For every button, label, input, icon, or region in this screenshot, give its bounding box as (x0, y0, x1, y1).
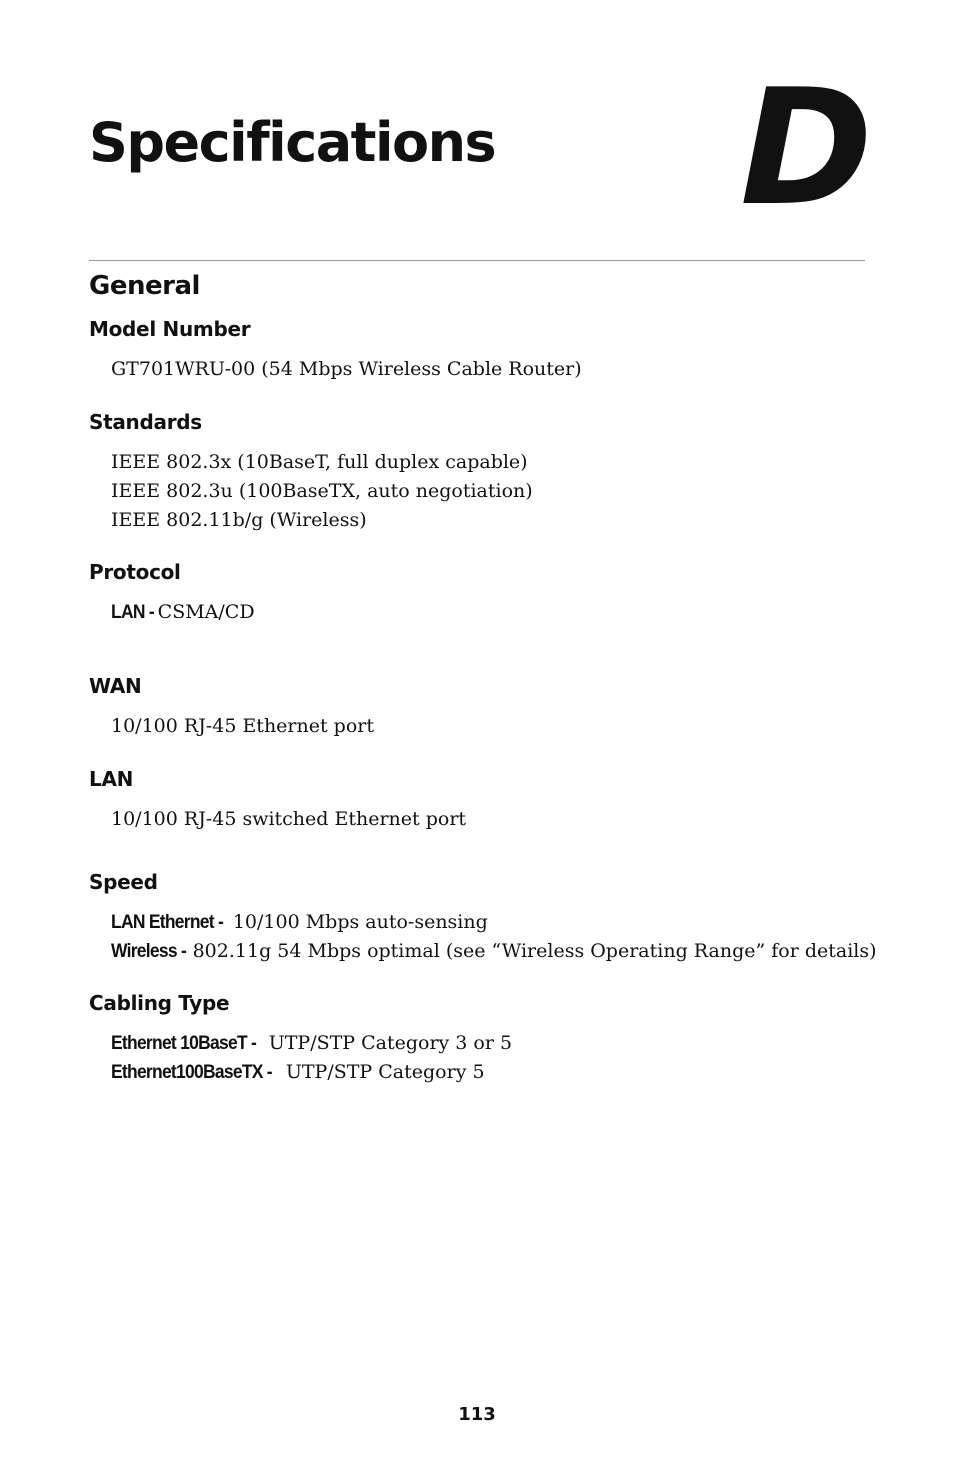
title-divider (89, 260, 865, 261)
wan-value: 10/100 RJ-45 Ethernet port (111, 715, 374, 737)
cabling-heading: Cabling Type (89, 991, 230, 1015)
protocol-label: LAN - (111, 602, 154, 623)
standard-line: IEEE 802.11b/g (Wireless) (111, 509, 367, 531)
speed-item (111, 908, 869, 937)
speed-section (89, 868, 877, 966)
speed-label: LAN Ethernet - (111, 912, 224, 933)
cabling-label: Ethernet 10BaseT - (111, 1033, 257, 1054)
speed-heading: Speed (89, 870, 158, 894)
appendix-letter: D (740, 54, 869, 241)
protocol-heading: Protocol (89, 560, 181, 584)
speed-value: 10/100 Mbps auto-sensing (232, 911, 488, 933)
model-number-value: GT701WRU-00 (54 Mbps Wireless Cable Router) (111, 358, 582, 380)
cabling-item (111, 1058, 869, 1087)
lan-value: 10/100 RJ-45 switched Ethernet port (111, 808, 467, 830)
page-title: Specifications (89, 111, 496, 174)
standard-line: IEEE 802.3x (10BaseT, full duplex capable) (111, 451, 528, 473)
speed-label: Wireless - (111, 941, 187, 962)
section-heading-general: General (89, 271, 200, 301)
standard-line: IEEE 802.3u (100BaseTX, auto negotiation) (111, 480, 533, 502)
protocol-value: CSMA/CD (157, 601, 255, 623)
cabling-value: UTP/STP Category 3 or 5 (268, 1032, 513, 1054)
cabling-value: UTP/STP Category 5 (285, 1061, 485, 1083)
protocol-section (89, 558, 869, 627)
model-number-heading: Model Number (89, 317, 251, 341)
standards-heading: Standards (89, 410, 202, 434)
cabling-item (111, 1029, 869, 1058)
lan-section (89, 765, 869, 834)
model-number-section (89, 315, 869, 384)
standards-section (89, 408, 869, 535)
cabling-label: Ethernet100BaseTX - (111, 1062, 272, 1083)
speed-value: 802.11g 54 Mbps optimal (see “Wireless Operating Range” for details) (192, 940, 877, 962)
speed-item (111, 937, 877, 966)
cabling-section (89, 989, 869, 1087)
lan-heading: LAN (89, 767, 134, 791)
page-number: 113 (458, 1404, 496, 1425)
protocol-item (111, 598, 869, 627)
wan-heading: WAN (89, 674, 142, 698)
wan-section (89, 672, 869, 741)
